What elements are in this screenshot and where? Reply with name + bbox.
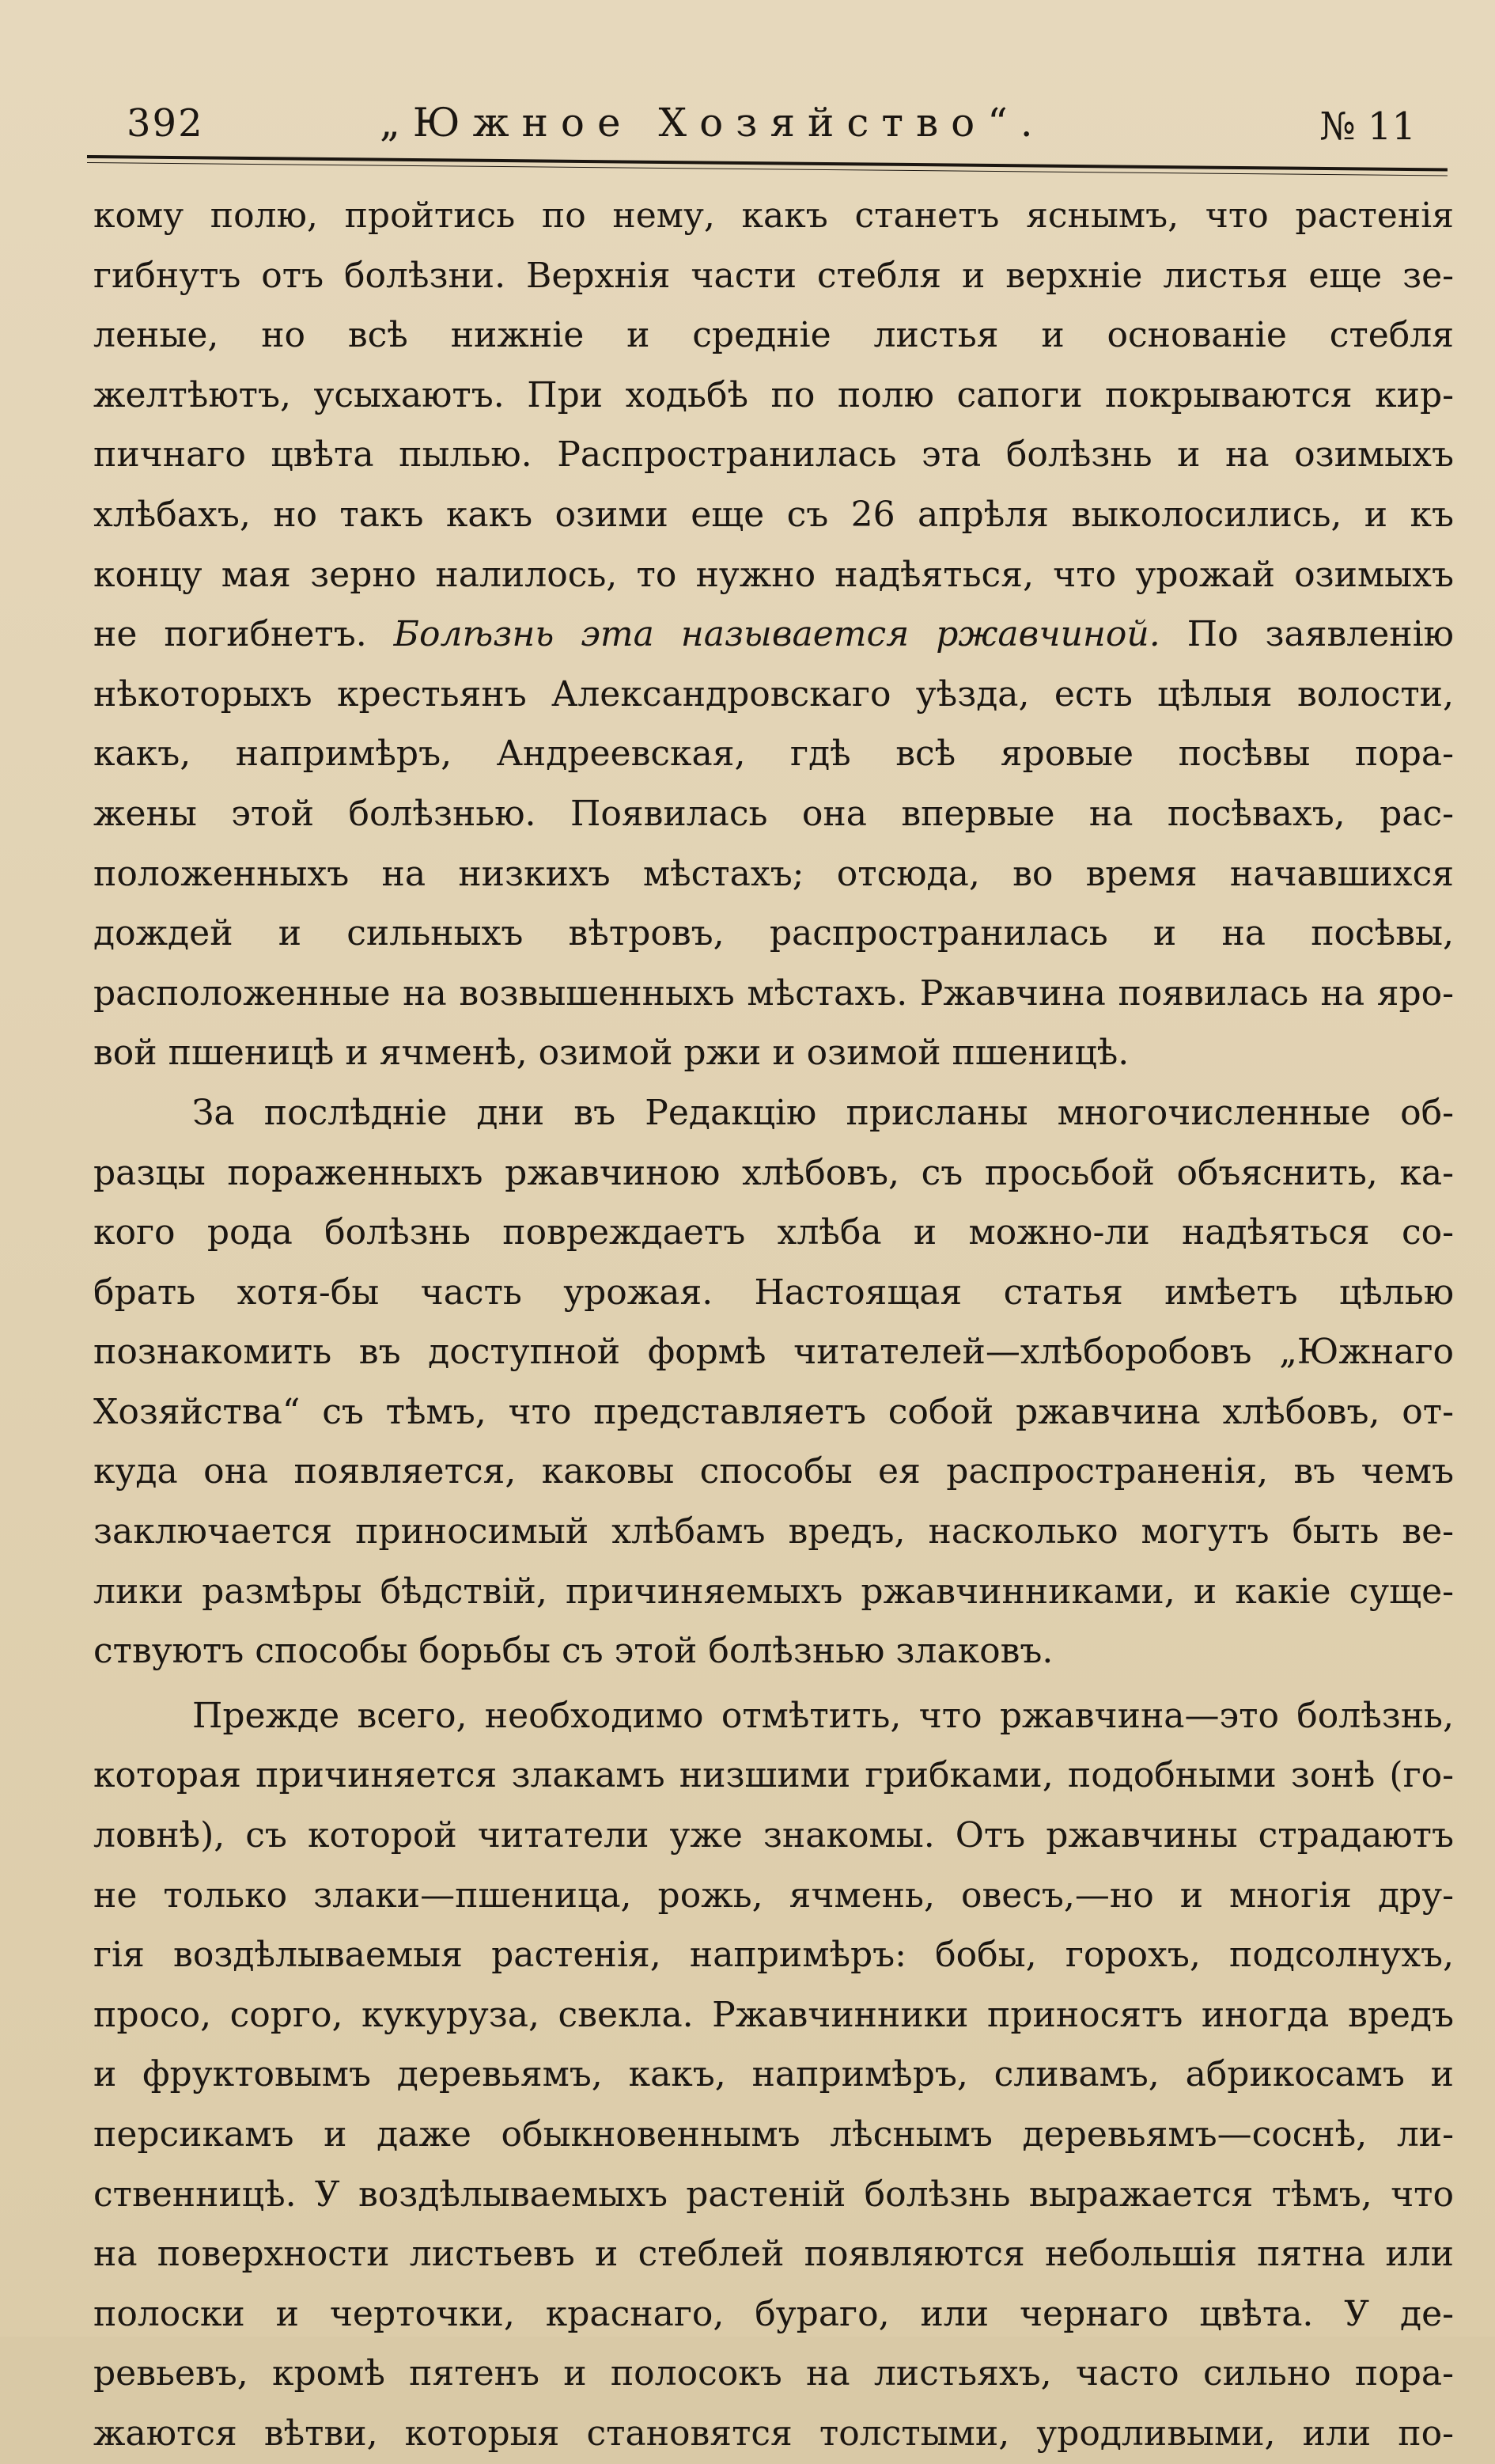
text-line: жены этой болѣзнью. Появилась она впервые на посѣвахъ, рас- [93,793,1454,834]
text-line: познакомить въ доступной формѣ читателей—хлѣборобовъ „Южнаго [93,1332,1454,1373]
page-header [87,93,1416,157]
text-line: ствуютъ способы борьбы съ этой болѣзнью злаковъ. [93,1631,1054,1672]
text-line: лики размѣры бѣдствій, причиняемыхъ ржавчинниками, и какіе суще- [93,1571,1454,1612]
text-line: кого рода болѣзнь повреждаетъ хлѣба и можно-ли надѣяться со- [93,1212,1454,1253]
text-line: гія воздѣлываемыя растенія, напримѣръ: бобы, горохъ, подсолнухъ, [93,1935,1454,1976]
text-line: концу мая зерно налилось, то нужно надѣяться, что урожай озимыхъ [93,554,1454,595]
text-line: жаются вѣтви, которыя становятся толстыми, уродливыми, или по- [93,2413,1454,2454]
text-line: не только злаки—пшеница, рожь, ячмень, овесъ,—но и многія дру- [93,1875,1454,1916]
text-line: ственницѣ. У воздѣлываемыхъ растеній болѣзнь выражается тѣмъ, что [93,2174,1454,2215]
text-line: на поверхности листьевъ и стеблей появляются небольшія пятна или [93,2234,1454,2275]
text-line: дождей и сильныхъ вѣтровъ, распространилась и на посѣвы, [93,913,1454,954]
text-line: желтѣютъ, усыхаютъ. При ходьбѣ по полю сапоги покрываются кир- [93,374,1454,415]
text-line-with-italic [93,605,1454,665]
text-line: полоски и черточки, краснаго, бураго, или чернаго цвѣта. У де- [93,2293,1454,2334]
text-line: Хозяйства“ съ тѣмъ, что представляетъ собой ржавчина хлѣбовъ, от- [93,1391,1454,1432]
text-line: пичнаго цвѣта пылью. Распространилась эта болѣзнь и на озимыхъ [93,434,1454,476]
text-line: ловнѣ), съ которой читатели уже знакомы. Отъ ржавчины страдаютъ [93,1815,1454,1856]
text-line: персикамъ и даже обыкновеннымъ лѣснымъ деревьямъ—соснѣ, ли- [93,2114,1454,2155]
text-line: разцы пораженныхъ ржавчиною хлѣбовъ, съ просьбой объяснить, ка- [93,1152,1454,1193]
text-line: которая причиняется злакамъ низшими грибками, подобными зонѣ (го- [93,1755,1454,1796]
text-line: и фруктовымъ деревьямъ, какъ, напримѣръ, сливамъ, абрикосамъ и [93,2054,1454,2095]
text-fragment: По заявленію [1160,614,1454,655]
article-body [93,186,1454,2464]
text-fragment: не погибнетъ. [93,614,394,655]
text-line: заключается приносимый хлѣбамъ вредъ, насколько могутъ быть ве- [93,1511,1454,1552]
text-line: хлѣбахъ, но такъ какъ озими еще съ 26 апрѣля выколосились, и къ [93,494,1454,535]
text-line: расположенные на возвышенныхъ мѣстахъ. Ржавчина появилась на яро- [93,972,1454,1014]
page-number: 392 [127,101,204,146]
text-line: просо, сорго, кукуруза, свекла. Ржавчинники приносятъ иногда вредъ [93,1994,1454,2035]
italic-definition: Болѣзнь эта называется ржавчиной. [393,614,1160,655]
text-line: кому полю, пройтись по нему, какъ станетъ яснымъ, что растенія [93,195,1454,236]
text-line: леные, но всѣ нижніе и средніе листья и основаніе стебля [93,315,1454,356]
text-line: ревьевъ, кромѣ пятенъ и полосокъ на листьяхъ, часто сильно пора- [93,2353,1454,2394]
text-line: вой пшеницѣ и ячменѣ, озимой ржи и озимой пшеницѣ. [93,1033,1130,1074]
paragraph-start-line: Прежде всего, необходимо отмѣтить, что ржавчина—это болѣзнь, [192,1695,1454,1736]
text-line: какъ, напримѣръ, Андреевская, гдѣ всѣ яровые посѣвы пора- [93,734,1454,775]
paragraph-start-line: За послѣдніе дни въ Редакцію присланы многочисленные об- [192,1092,1454,1133]
journal-title: „Южное Хозяйство“. [380,100,1046,146]
text-line: нѣкоторыхъ крестьянъ Александровскаго уѣзда, есть цѣлыя волости, [93,673,1454,715]
text-line: куда она появляется, каковы способы ея распространенія, въ чемъ [93,1451,1454,1492]
text-line: гибнутъ отъ болѣзни. Верхнія части стебля и верхніе листья еще зе- [93,255,1454,296]
text-line: положенныхъ на низкихъ мѣстахъ; отсюда, во время начавшихся [93,853,1454,894]
text-line: брать хотя-бы часть урожая. Настоящая статья имѣетъ цѣлью [93,1272,1454,1313]
issue-number: № 11 [1319,104,1416,149]
